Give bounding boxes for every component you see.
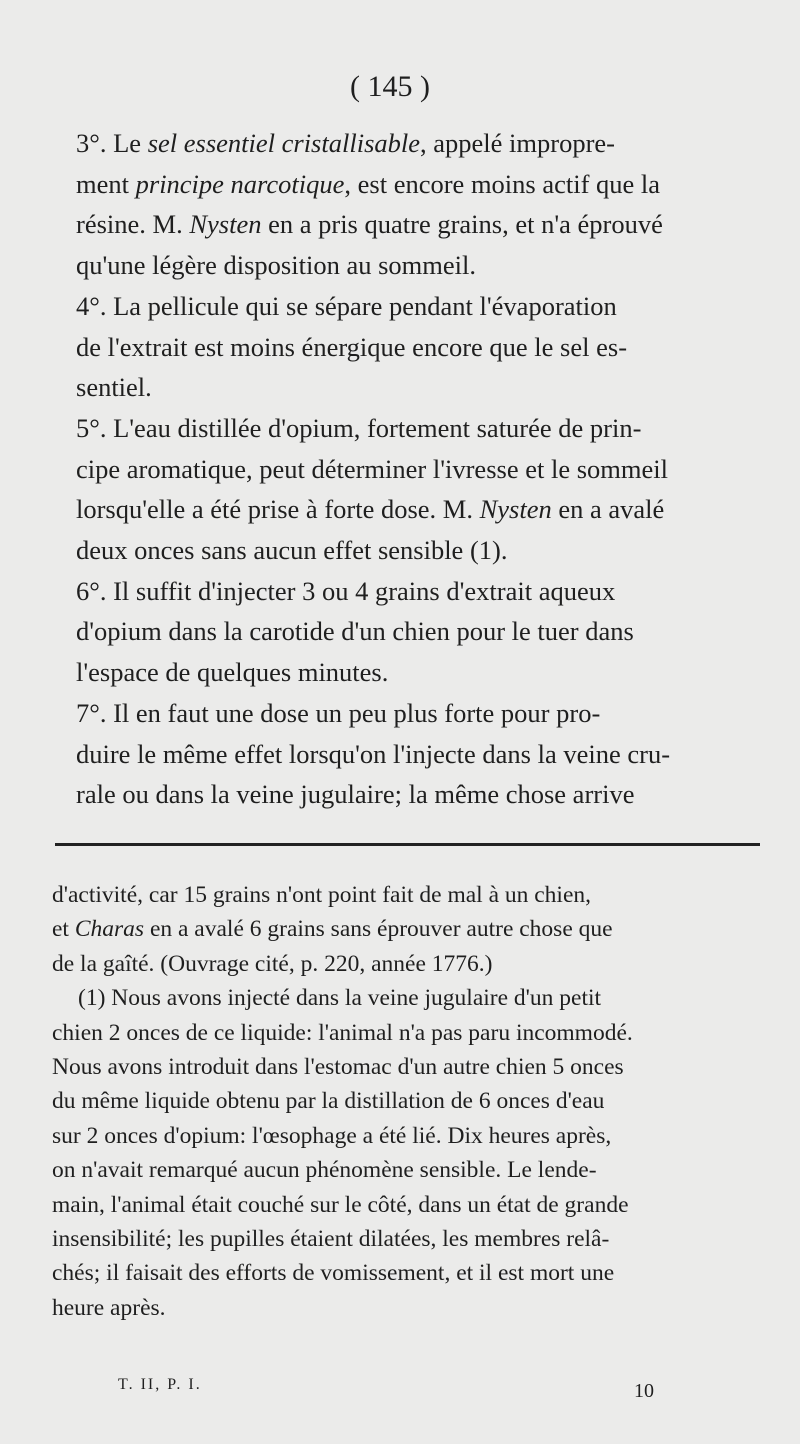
text-line (48, 204, 756, 245)
text-run: en a avalé (551, 494, 665, 525)
folio-page-number: ( 145 ) (350, 70, 430, 103)
text-line: chés; il faisait des efforts de vomissement, et il est mort une (52, 1260, 615, 1287)
text-line: deux onces sans aucun effet sensible (1). (76, 535, 508, 566)
paragraph-6 (48, 571, 756, 693)
text-run: résine. M. (76, 209, 190, 240)
text-line: l'espace de quelques minutes. (76, 657, 389, 688)
italic-term: sel essentiel cristallisable (147, 128, 421, 158)
text-line: de la gaîté. (Ouvrage cité, p. 220, année 1776.) (52, 950, 493, 977)
text-line: 5°. L'eau distillée d'opium, fortement saturée de prin- (76, 412, 642, 443)
text-run: , est encore moins actif que la (344, 168, 661, 199)
text-line: duire le même effet lorsqu'on l'injecte dans la veine cru- (76, 738, 671, 769)
italic-name: Nysten (479, 494, 552, 525)
text-line: d'opium dans la carotide d'un chien pour le tuer dans (76, 616, 634, 647)
text-line: chien 2 onces de ce liquide: l'animal n'a pas paru incommodé. (52, 1019, 633, 1046)
text-line (48, 123, 756, 164)
italic-name: Charas (74, 916, 145, 943)
text-run: ment (76, 168, 136, 199)
text-run: lorsqu'elle a été prise à forte dose. M. (76, 494, 480, 525)
text-line: main, l'animal était couché sur le côté, dans un état de grande (52, 1191, 629, 1218)
text-line (48, 164, 756, 205)
text-line (52, 912, 760, 946)
footnote-separator-rule (55, 843, 760, 846)
footnote-1 (52, 981, 760, 1325)
text-line (48, 489, 756, 530)
text-line: 4°. La pellicule qui se sépare pendant l'évaporation (76, 290, 617, 321)
footnotes (52, 878, 760, 1325)
text-line: on n'avait remarqué aucun phénomène sensible. Le lende- (52, 1157, 597, 1184)
text-line: cipe aromatique, peut déterminer l'ivresse et le sommeil (76, 453, 668, 484)
italic-name: Nysten (189, 209, 262, 240)
text-run: en a avalé 6 grains sans éprouver autre chose que (144, 916, 613, 943)
text-run: en a pris quatre grains, et n'a éprouvé (261, 209, 663, 240)
text-line: du même liquide obtenu par la distillation de 6 onces d'eau (52, 1088, 605, 1115)
paragraph-5 (48, 408, 756, 571)
text-line: sentiel. (76, 372, 152, 403)
italic-term: principe narcotique (135, 168, 345, 199)
footnote-continuation (52, 878, 760, 981)
text-line: sur 2 onces d'opium: l'œsophage a été lié. Dix heures après, (52, 1122, 612, 1149)
text-line: Nous avons introduit dans l'estomac d'un autre chien 5 onces (52, 1054, 624, 1081)
text-line: rale ou dans la veine jugulaire; la même chose arrive (76, 779, 635, 810)
text-line: insensibilité; les pupilles étaient dilatées, les membres relâ- (52, 1226, 610, 1253)
text-run: , appelé impropre- (420, 128, 616, 158)
text-line: de l'extrait est moins énergique encore que le sel es- (76, 331, 628, 362)
item-number: 3°. (76, 128, 107, 158)
text-run: Le (106, 128, 148, 158)
text-line: heure après. (52, 1294, 166, 1321)
text-line: d'activité, car 15 grains n'ont point fait de mal à un chien, (52, 882, 592, 908)
signature-mark: T. II, P. I. (118, 1376, 202, 1393)
main-text (48, 123, 756, 815)
text-run: et (52, 916, 75, 943)
paragraph-3 (48, 123, 756, 286)
gathering-number: 10 (634, 1380, 654, 1402)
paragraph-4 (48, 286, 756, 408)
text-line: 6°. Il suffit d'injecter 3 ou 4 grains d'extrait aqueux (76, 575, 616, 606)
text-line: qu'une légère disposition au sommeil. (76, 250, 476, 281)
paragraph-7 (48, 693, 756, 815)
text-line: (1) Nous avons injecté dans la veine jugulaire d'un petit (78, 985, 602, 1012)
text-line: 7°. Il en faut une dose un peu plus forte pour pro- (76, 697, 601, 728)
